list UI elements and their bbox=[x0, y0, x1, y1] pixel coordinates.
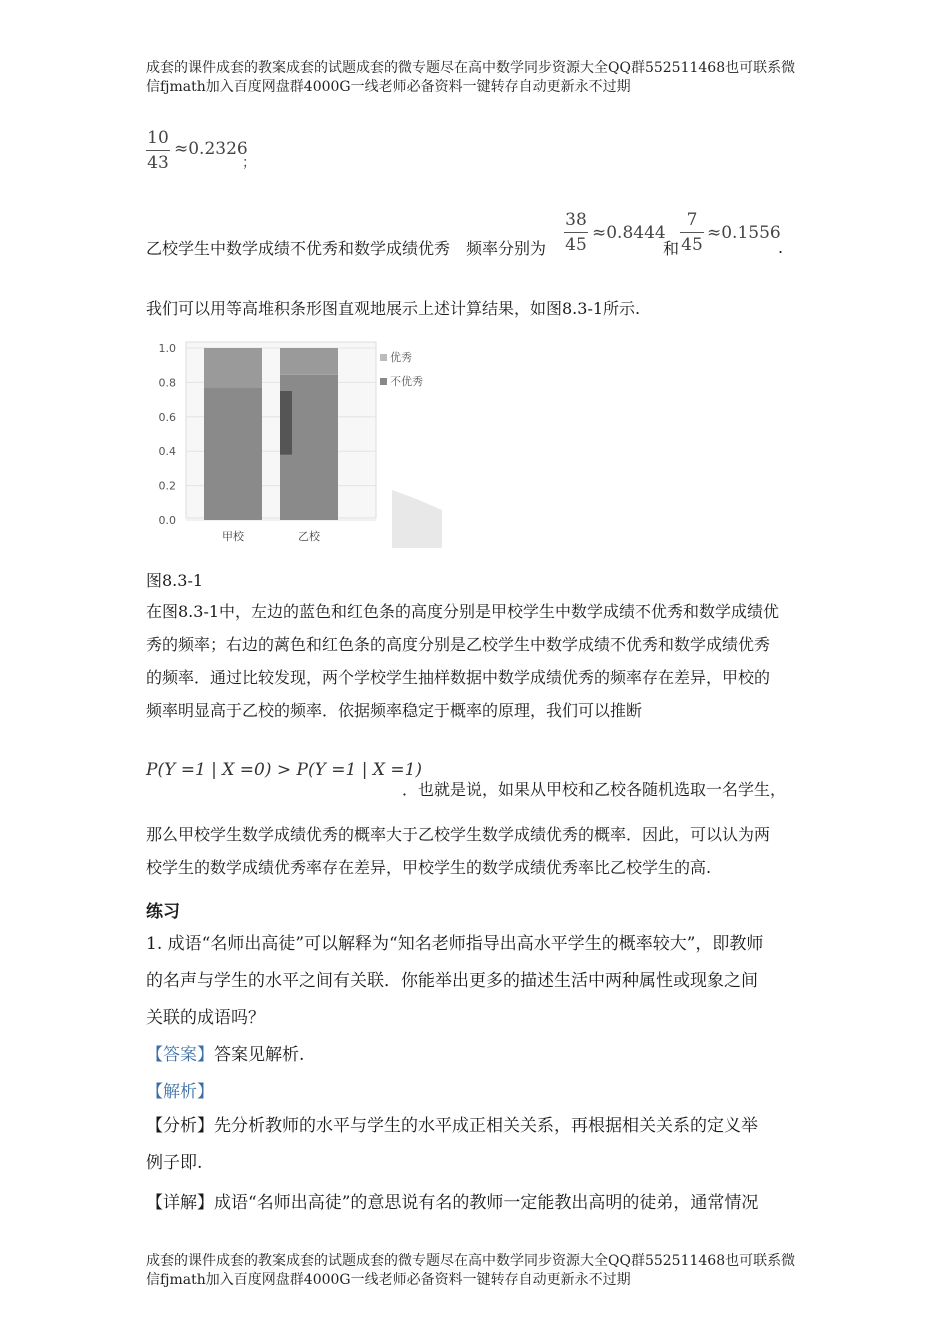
fraction-denominator: 45 bbox=[681, 235, 703, 255]
section-title: 练习 bbox=[146, 902, 180, 922]
fraction-bar bbox=[146, 150, 170, 151]
x-axis-labels bbox=[222, 529, 321, 543]
answer-line bbox=[146, 1040, 304, 1065]
page-header bbox=[146, 59, 816, 97]
y-axis-ticks bbox=[159, 342, 177, 527]
paragraph-line: 在图8.3-1中，左边的蓝色和红色条的高度分别是甲校学生中数学成绩不优秀和数学成绩优 bbox=[146, 602, 780, 621]
question-line: 关联的成语吗？ bbox=[146, 1008, 265, 1028]
fraction-numerator: 7 bbox=[686, 210, 698, 230]
yi-school-text: 乙校学生中数学成绩不优秀和数学成绩优秀 频率分别为 bbox=[146, 239, 547, 258]
fraction-bar bbox=[564, 232, 588, 233]
y-tick-label: 0.8 bbox=[158, 376, 176, 390]
xiangjie-text: 成语“名师出高徒”的意思说有名的教师一定能教出高明的徒弟，通常情况 bbox=[214, 1193, 759, 1213]
period: . bbox=[778, 238, 784, 257]
approx-value-3: ≈0.1556 bbox=[707, 223, 781, 243]
probability-formula: P(Y =1 | X =0) > P(Y =1 | X =1) bbox=[146, 760, 423, 780]
fenxi-text: 先分析教师的水平与学生的水平成正相关关系，再根据相关关系的定义举 bbox=[214, 1116, 758, 1136]
y-tick-label: 0.0 bbox=[158, 514, 176, 527]
legend-label-not-excellent: 不优秀 bbox=[390, 375, 423, 388]
paragraph-2 bbox=[146, 818, 816, 884]
paragraph-line: 频率明显高于乙校的频率．依据频率稳定于概率的原理，我们可以推断 bbox=[146, 701, 643, 720]
fraction-numerator: 38 bbox=[565, 210, 587, 230]
analysis-tag: 【解析】 bbox=[146, 1082, 214, 1102]
legend bbox=[380, 350, 423, 388]
fenxi-line bbox=[146, 1108, 816, 1145]
fenxi-block bbox=[146, 1108, 816, 1182]
header-line-2: 信fjmath加入百度网盘群4000G一线老师必备资料一键转存自动更新永不过期 bbox=[146, 79, 631, 95]
footer-line-2: 信fjmath加入百度网盘群4000G一线老师必备资料一键转存自动更新永不过期 bbox=[146, 1272, 631, 1288]
y-tick-label: 0.2 bbox=[158, 479, 176, 493]
paragraph-line: 秀的频率；右边的蓠色和红色条的高度分别是乙校学生中数学成绩不优秀和数学成绩优秀 bbox=[146, 635, 771, 654]
x-category-label: 甲校 bbox=[222, 530, 244, 543]
fraction-denominator: 45 bbox=[565, 235, 587, 255]
figure-caption: 图8.3-1 bbox=[146, 571, 204, 590]
xiangjie-line bbox=[146, 1188, 758, 1213]
x-category-label: 乙校 bbox=[298, 530, 320, 543]
bar-segment-excellent bbox=[280, 348, 338, 375]
question-line: 1. 成语“名师出高徒”可以解释为“知名老师指导出高水平学生的概率较大”，即教师 bbox=[146, 934, 764, 954]
fraction-10-43 bbox=[146, 128, 170, 173]
stacked-bar-chart bbox=[146, 330, 456, 552]
fraction-38-45 bbox=[564, 210, 588, 255]
paragraph-line: 的频率．通过比较发现，两个学校学生抽样数据中数学成绩优秀的频率存在差异，甲校的 bbox=[146, 668, 771, 687]
bar-shadow-strip bbox=[280, 391, 292, 455]
paragraph-line: 那么甲校学生数学成绩优秀的概率大于乙校学生数学成绩优秀的概率．因此，可以认为两 bbox=[146, 825, 771, 844]
legend-swatch-not-excellent bbox=[380, 378, 387, 385]
paragraph-line: 校学生的数学成绩优秀率存在差异，甲校学生的数学成绩优秀率比乙校学生的高. bbox=[146, 858, 712, 877]
y-tick-label: 0.4 bbox=[158, 445, 176, 459]
question-line: 的名声与学生的水平之间有关联．你能举出更多的描述生活中两种属性或现象之间 bbox=[146, 971, 758, 991]
xiangjie-tag: 【详解】 bbox=[146, 1193, 214, 1213]
fraction-7-45 bbox=[680, 210, 704, 255]
bar-segment-excellent bbox=[204, 348, 262, 388]
semicolon: ； bbox=[242, 155, 256, 171]
legend-swatch-excellent bbox=[380, 354, 387, 361]
fenxi-line: 例子即. bbox=[146, 1153, 203, 1173]
and-text: 和 bbox=[663, 239, 680, 258]
paragraph-1 bbox=[146, 595, 816, 727]
y-tick-label: 0.6 bbox=[158, 410, 176, 424]
legend-label-excellent: 优秀 bbox=[390, 351, 412, 364]
formula-continuation: ．也就是说，如果从甲校和乙校各随机选取一名学生， bbox=[402, 780, 787, 799]
footer-line-1: 成套的课件成套的教案成套的试题成套的微专题尽在高中数学同步资源大全QQ群552511468也可联系微 bbox=[146, 1253, 796, 1269]
page-footer bbox=[146, 1252, 816, 1290]
answer-tag: 【答案】 bbox=[146, 1045, 214, 1065]
fraction-denominator: 43 bbox=[147, 153, 169, 173]
approx-value-1: ≈0.2326 bbox=[174, 139, 248, 159]
answer-text: 答案见解析. bbox=[214, 1045, 305, 1065]
approx-value-2: ≈0.8444 bbox=[592, 223, 666, 243]
bar-segment-not-excellent bbox=[204, 388, 262, 520]
fenxi-tag: 【分析】 bbox=[146, 1116, 214, 1136]
y-tick-label: 1.0 bbox=[158, 342, 176, 355]
question-1 bbox=[146, 926, 816, 1037]
scan-artifact bbox=[392, 490, 442, 548]
header-line-1: 成套的课件成套的教案成套的试题成套的微专题尽在高中数学同步资源大全QQ群552511468也可联系微 bbox=[146, 60, 796, 76]
fraction-bar bbox=[680, 232, 704, 233]
fraction-numerator: 10 bbox=[147, 128, 169, 148]
chart-intro: 我们可以用等高堆积条形图直观地展示上述计算结果，如图8.3-1所示. bbox=[146, 299, 641, 318]
